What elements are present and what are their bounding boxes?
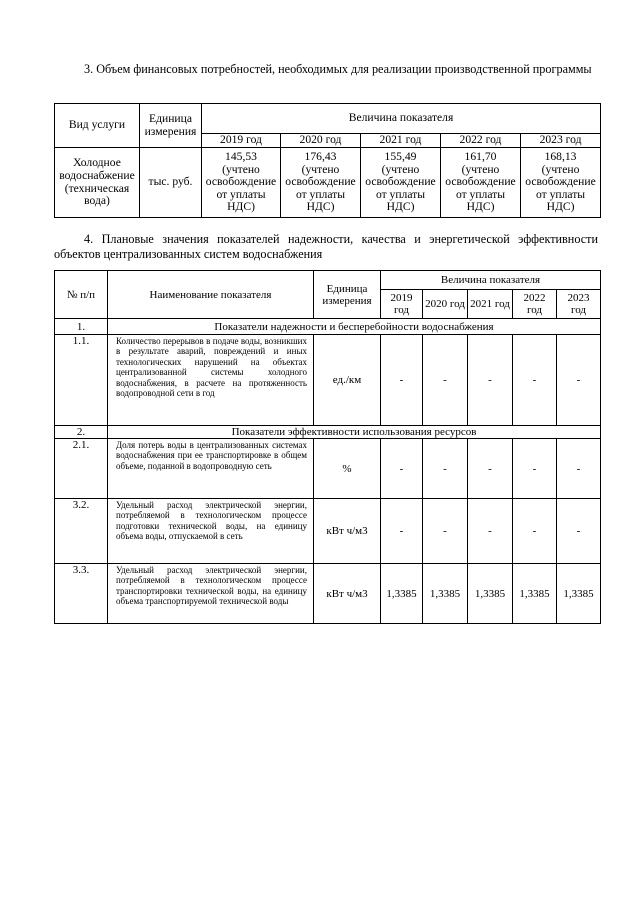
header-number: № п/п <box>55 271 108 319</box>
row-number: 3.2. <box>55 499 108 564</box>
value-cell-2019 <box>202 148 281 218</box>
value-cell: 1,3385 <box>513 564 557 624</box>
row-number: 2.1. <box>55 439 108 499</box>
financial-needs-table <box>54 103 601 218</box>
unit-cell: % <box>314 439 381 499</box>
value-cell: - <box>423 439 468 499</box>
value-cell: - <box>423 335 468 426</box>
value-cell: 1,3385 <box>423 564 468 624</box>
table-row <box>55 439 601 499</box>
value-cell-2023 <box>521 148 601 218</box>
value-cell: - <box>468 335 513 426</box>
value-cell: - <box>557 499 601 564</box>
section-4-title: 4. Плановые значения показателей надежности, качества и энергетической эффективности объектов централизованных систем водоснабжения <box>54 232 598 261</box>
year-2022-header: 2022 год <box>513 290 557 319</box>
value-cell: - <box>468 439 513 499</box>
vat-note-2021: (учтено освобождение от уплаты НДС) <box>365 162 436 214</box>
vat-note-2022: (учтено освобождение от уплаты НДС) <box>445 162 516 214</box>
section-3-heading <box>54 62 598 77</box>
value-2020: 176,43 <box>304 150 337 164</box>
year-2020-header: 2020 год <box>281 134 361 148</box>
year-2019-header: 2019 год <box>381 290 423 319</box>
year-2023-header: 2023 год <box>557 290 601 319</box>
section-row-title: Показатели надежности и бесперебойности водоснабжения <box>108 319 601 335</box>
table-row <box>55 335 601 426</box>
header-service-type: Вид услуги <box>55 104 140 148</box>
value-2022: 161,70 <box>464 150 497 164</box>
indicators-table <box>54 270 601 624</box>
vat-note-2023: (учтено освобождение от уплаты НДС) <box>525 162 596 214</box>
indicator-name: Доля потерь воды в централизованных системах водоснабжения при ее транспортировке в общем объеме, поданной в водопроводную сеть <box>108 439 314 499</box>
vat-note-2020: (учтено освобождение от уплаты НДС) <box>285 162 356 214</box>
table-row <box>55 499 601 564</box>
table-row <box>55 148 601 218</box>
unit-cell: тыс. руб. <box>140 148 202 218</box>
value-2019: 145,53 <box>225 150 257 164</box>
section-row-title: Показатели эффективности использования ресурсов <box>108 426 601 439</box>
value-2023: 168,13 <box>544 150 577 164</box>
value-2021: 155,49 <box>384 150 417 164</box>
value-cell: - <box>557 335 601 426</box>
value-cell: - <box>423 499 468 564</box>
unit-cell: кВт ч/м3 <box>314 564 381 624</box>
header-indicator-value: Величина показателя <box>202 104 601 134</box>
header-indicator-value: Величина показателя <box>381 271 601 290</box>
indicator-name: Удельный расход электрической энергии, потребляемой в технологическом процессе подготовки технической воды, на единицу объема воды, отпускаемой в сеть <box>108 499 314 564</box>
unit-cell: кВт ч/м3 <box>314 499 381 564</box>
value-cell: - <box>381 335 423 426</box>
header-unit: Единица измерения <box>140 104 202 148</box>
indicator-name: Удельный расход электрической энергии, потребляемой в технологическом процессе транспортировки технической воды, на единицу объема транспортируемой технической воды <box>108 564 314 624</box>
table-row <box>55 426 601 439</box>
value-cell: 1,3385 <box>381 564 423 624</box>
value-cell: - <box>513 439 557 499</box>
value-cell: - <box>513 335 557 426</box>
value-cell: - <box>557 439 601 499</box>
value-cell-2020 <box>281 148 361 218</box>
header-indicator-name: Наименование показателя <box>108 271 314 319</box>
year-2020-header: 2020 год <box>423 290 468 319</box>
year-2023-header: 2023 год <box>521 134 601 148</box>
row-number: 1.1. <box>55 335 108 426</box>
row-number: 3.3. <box>55 564 108 624</box>
row-number: 2. <box>55 426 108 439</box>
indicator-name: Количество перерывов в подаче воды, возникших в результате аварий, повреждений и иных технологических нарушений на объектах централизованной системы холодного водоснабжения, в расчете на протяженность водопроводной сети в год <box>108 335 314 426</box>
section-3-title: 3. Объем финансовых потребностей, необходимых для реализации производственной программы <box>84 62 592 76</box>
value-cell: 1,3385 <box>468 564 513 624</box>
section-4-heading <box>54 232 598 262</box>
row-number: 1. <box>55 319 108 335</box>
value-cell: - <box>381 439 423 499</box>
table-row <box>55 319 601 335</box>
unit-cell: ед./км <box>314 335 381 426</box>
service-name-cell: Холодное водоснабжение (техническая вода) <box>55 148 140 218</box>
vat-note-2019: (учтено освобождение от уплаты НДС) <box>205 162 277 214</box>
year-2022-header: 2022 год <box>441 134 521 148</box>
value-cell: - <box>513 499 557 564</box>
value-cell: - <box>468 499 513 564</box>
value-cell-2022 <box>441 148 521 218</box>
table-row <box>55 564 601 624</box>
year-2021-header: 2021 год <box>468 290 513 319</box>
header-unit: Единица измерения <box>314 271 381 319</box>
value-cell: 1,3385 <box>557 564 601 624</box>
value-cell: - <box>381 499 423 564</box>
year-2021-header: 2021 год <box>361 134 441 148</box>
value-cell-2021 <box>361 148 441 218</box>
year-2019-header: 2019 год <box>202 134 281 148</box>
